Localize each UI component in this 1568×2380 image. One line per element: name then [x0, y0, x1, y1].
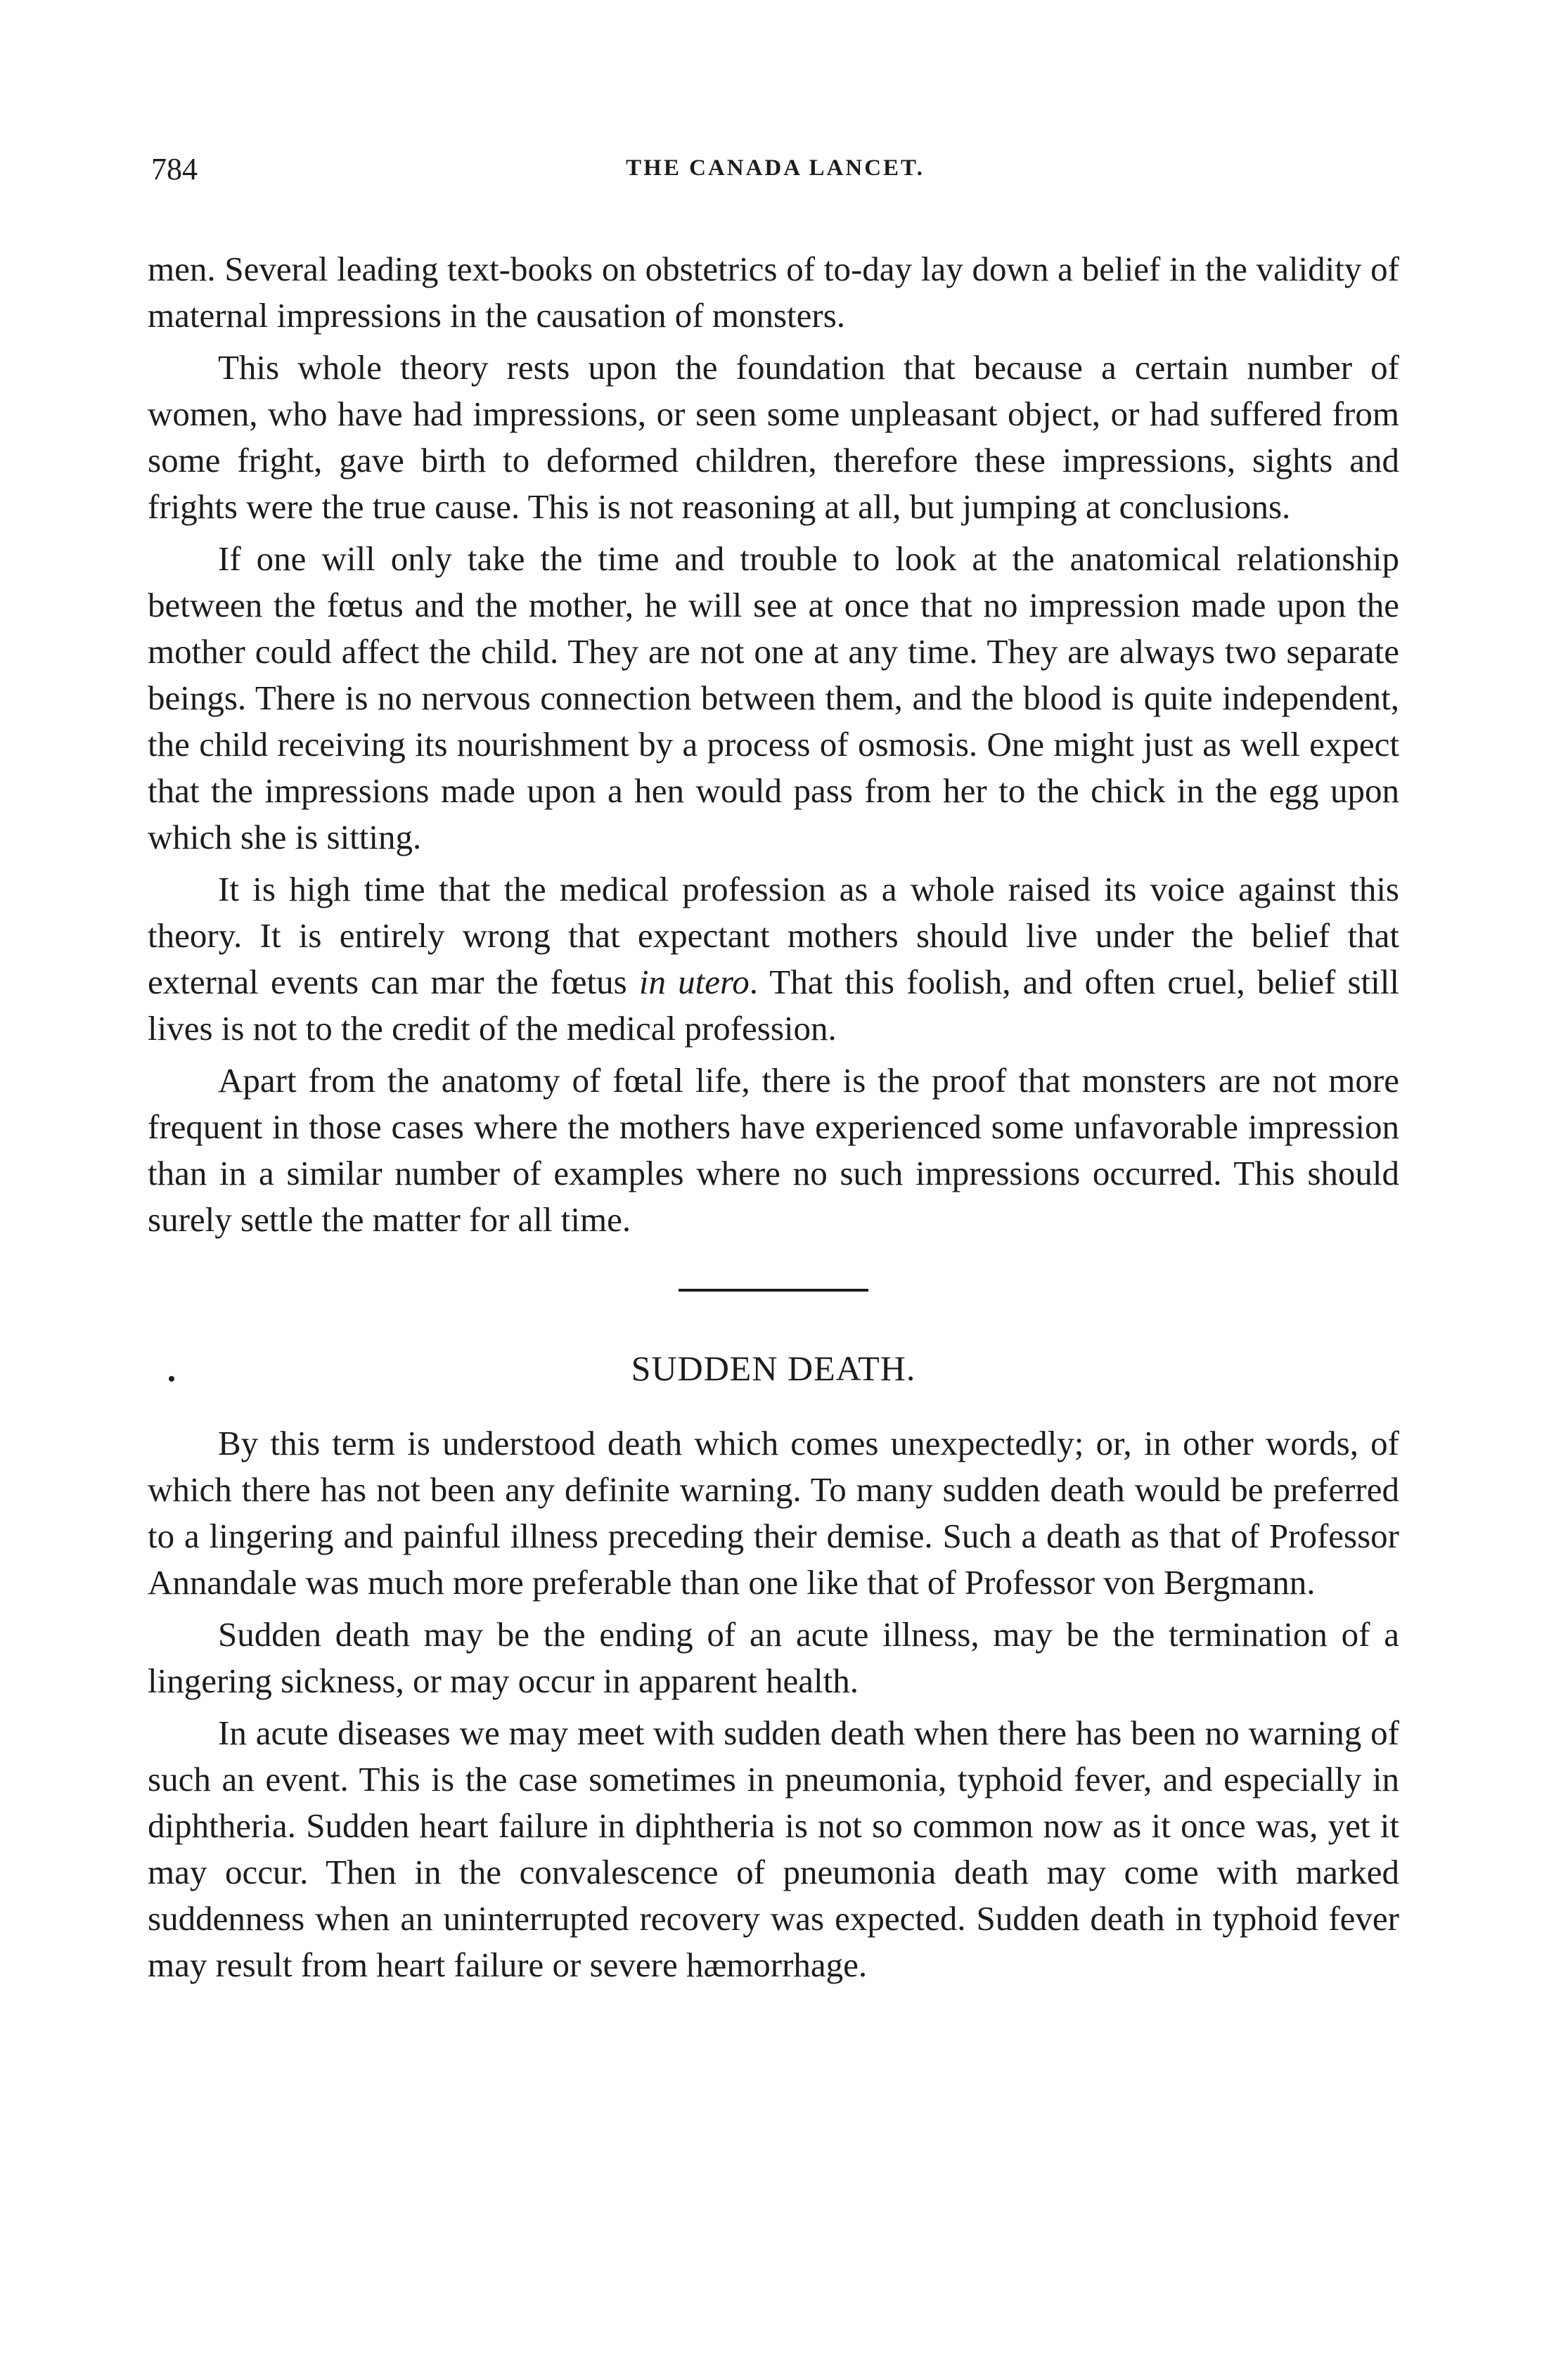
section-divider	[679, 1289, 868, 1292]
paragraph-text: . That this foolish, and often cruel, belief still lives is not to the credit of the medical profession.	[148, 963, 1399, 1048]
page-number: 784	[151, 152, 198, 186]
running-head: THE CANADA LANCET.	[626, 155, 925, 181]
article-body	[148, 246, 1399, 1994]
paragraph: men. Several leading text-books on obstetrics of to-day lay down a belief in the validity of maternal impressions in the causation of monsters.	[148, 250, 1399, 335]
paragraph-text: It is high time that the medical profession as a whole raised its voice against this theory. It is entirely wrong that expectant mothers should live under the belief that external events can mar the fœtus	[148, 870, 1399, 1001]
paragraph: In acute diseases we may meet with sudden death when there has been no warning of such an event. This is the case sometimes in pneumonia, typhoid fever, and especially in diphtheria. Sudden heart failure in diphtheria is not so common now as it once was, yet it may occur. Then in the convalescence of pneumonia death may come with marked suddenness when an uninterrupted recovery was expected. Sudden death in typhoid fever may result from heart failure or severe hæmorrhage.	[148, 1713, 1399, 1984]
stray-dot	[169, 1376, 174, 1382]
section-heading-text: SUDDEN DEATH.	[631, 1349, 916, 1388]
paragraph: Sudden death may be the ending of an acute illness, may be the termination of a lingering sickness, or may occur in apparent health.	[148, 1615, 1399, 1700]
paragraph: Apart from the anatomy of fœtal life, there is the proof that monsters are not more frequent in those cases where the mothers have experienced some unfavorable impression than in a similar number of examples where no such impressions occurred. This should surely settle the matter for all time.	[148, 1061, 1399, 1239]
paragraph: This whole theory rests upon the foundation that because a certain number of women, who have had impressions, or seen some unpleasant object, or had suffered from some fright, gave birth to deformed children, therefore these impressions, sights and frights were the true cause. This is not reasoning at all, but jumping at conclusions.	[148, 348, 1399, 526]
paragraph: If one will only take the time and trouble to look at the anatomical relationship between the fœtus and the mother, he will see at once that no impression made upon the mother could affect the child. They are not one at any time. They are always two separate beings. There is no nervous connection between them, and the blood is quite independent, the child receiving its nourishment by a process of osmosis. One might just as well expect that the impressions made upon a hen would pass from her to the chick in the egg upon which she is sitting.	[148, 539, 1399, 856]
page-header	[151, 151, 1399, 193]
paragraph: By this term is understood death which comes unexpectedly; or, in other words, of which there has not been any definite warning. To many sudden death would be preferred to a lingering and painful illness preceding their demise. Such a death as that of Professor Annandale was much more preferable than one like that of Professor von Bergmann.	[148, 1424, 1399, 1602]
paragraph	[148, 866, 1399, 1052]
italic-term: in utero	[638, 963, 750, 1001]
section-heading	[148, 1348, 1399, 1389]
